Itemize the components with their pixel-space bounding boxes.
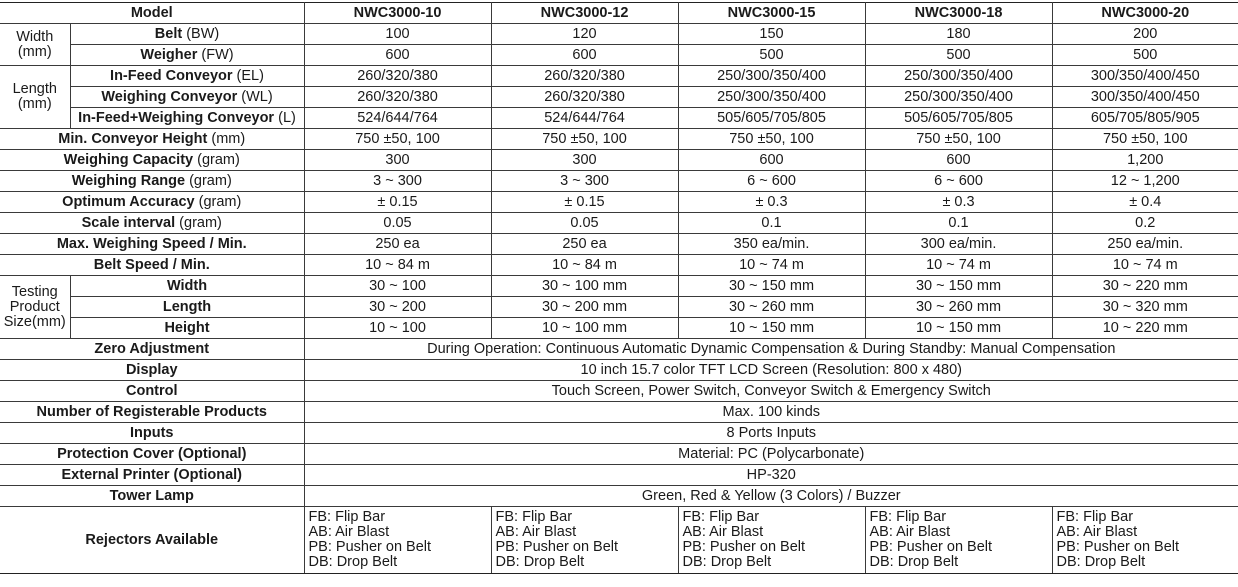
table-cell: 100 <box>304 24 491 45</box>
table-row <box>0 402 1238 423</box>
row-label-name: Control <box>125 382 178 399</box>
row-label-unit: (gram) <box>198 193 242 210</box>
width-group-label <box>0 24 70 66</box>
table-cell: 30 ~ 260 mm <box>865 297 1052 318</box>
table-cell: 30 ~ 200 <box>304 297 491 318</box>
row-label <box>70 66 304 87</box>
rejector-item: AB: Air Blast <box>1056 524 1138 540</box>
group-unit: (mm) <box>17 96 52 112</box>
model-name: NWC3000-12 <box>491 3 678 24</box>
table-cell: 750 ±50, 100 <box>678 129 865 150</box>
rejector-item: DB: Drop Belt <box>1056 554 1146 570</box>
table-cell: 10 ~ 100 <box>304 318 491 339</box>
row-label <box>70 108 304 129</box>
table-cell: 500 <box>678 45 865 66</box>
rejector-item: AB: Air Blast <box>308 524 390 540</box>
spanning-value-cell: HP-320 <box>304 465 1238 486</box>
row-label-unit: (gram) <box>189 172 232 189</box>
model-name: NWC3000-18 <box>865 3 1052 24</box>
table-cell: 250/300/350/400 <box>678 87 865 108</box>
table-cell: ± 0.3 <box>865 192 1052 213</box>
rejector-list <box>491 507 678 574</box>
table-row <box>0 192 1238 213</box>
row-label <box>70 87 304 108</box>
table-cell: 250/300/350/400 <box>678 66 865 87</box>
table-cell: 250/300/350/400 <box>865 66 1052 87</box>
table-cell: 200 <box>1052 24 1238 45</box>
row-label-name: External Printer (Optional) <box>61 466 242 483</box>
row-label <box>0 255 304 276</box>
row-label-name: Max. Weighing Speed / Min. <box>56 235 247 252</box>
table-row <box>0 234 1238 255</box>
row-label <box>0 213 304 234</box>
table-cell: 180 <box>865 24 1052 45</box>
table-cell: 524/644/764 <box>491 108 678 129</box>
row-label-unit: (FW) <box>201 46 234 63</box>
row-label-unit: (gram) <box>179 214 222 231</box>
table-row <box>0 66 1238 87</box>
table-cell: 0.05 <box>491 213 678 234</box>
group-name: Length <box>12 81 57 97</box>
row-label <box>0 381 304 402</box>
table-cell: 350 ea/min. <box>678 234 865 255</box>
table-cell: 260/320/380 <box>304 66 491 87</box>
spanning-value-cell: 10 inch 15.7 color TFT LCD Screen (Resolution: 800 x 480) <box>304 360 1238 381</box>
table-cell: 300/350/400/450 <box>1052 87 1238 108</box>
row-label <box>0 507 304 574</box>
rejector-item: FB: Flip Bar <box>682 509 760 525</box>
row-label <box>70 276 304 297</box>
table-row <box>0 45 1238 66</box>
table-cell: 260/320/380 <box>491 66 678 87</box>
row-label-name: Tower Lamp <box>109 487 194 504</box>
spanning-value-cell: Material: PC (Polycarbonate) <box>304 444 1238 465</box>
table-cell: 10 ~ 74 m <box>865 255 1052 276</box>
rejector-item: FB: Flip Bar <box>869 509 947 525</box>
rejector-item: DB: Drop Belt <box>495 554 585 570</box>
row-label <box>0 360 304 381</box>
row-label-name: Inputs <box>130 424 174 441</box>
row-label <box>0 402 304 423</box>
table-cell: 605/705/805/905 <box>1052 108 1238 129</box>
row-label <box>0 444 304 465</box>
table-row <box>0 87 1238 108</box>
table-cell: 6 ~ 600 <box>678 171 865 192</box>
table-cell: 260/320/380 <box>304 87 491 108</box>
table-cell: 505/605/705/805 <box>678 108 865 129</box>
table-row <box>0 360 1238 381</box>
rejector-item: AB: Air Blast <box>682 524 764 540</box>
table-row <box>0 381 1238 402</box>
table-row <box>0 213 1238 234</box>
table-row <box>0 339 1238 360</box>
table-cell: 30 ~ 320 mm <box>1052 297 1238 318</box>
row-label <box>0 150 304 171</box>
table-cell: 30 ~ 150 mm <box>678 276 865 297</box>
row-label-unit: (mm) <box>211 130 246 147</box>
table-cell: 120 <box>491 24 678 45</box>
rejector-list <box>1052 507 1238 574</box>
table-cell: 300 ea/min. <box>865 234 1052 255</box>
row-label-name: Width <box>166 277 208 294</box>
table-cell: 750 ±50, 100 <box>1052 129 1238 150</box>
table-cell: ± 0.4 <box>1052 192 1238 213</box>
table-cell: ± 0.15 <box>304 192 491 213</box>
row-label <box>70 24 304 45</box>
rejector-item: FB: Flip Bar <box>1056 509 1134 525</box>
table-row <box>0 276 1238 297</box>
model-name: NWC3000-20 <box>1052 3 1238 24</box>
table-cell: 10 ~ 84 m <box>491 255 678 276</box>
row-label-unit: (WL) <box>241 88 273 105</box>
row-label <box>0 423 304 444</box>
table-cell: 250 ea/min. <box>1052 234 1238 255</box>
row-label-name: Weighing Capacity <box>63 151 194 168</box>
table-cell: 3 ~ 300 <box>491 171 678 192</box>
table-cell: 12 ~ 1,200 <box>1052 171 1238 192</box>
table-cell: 0.1 <box>865 213 1052 234</box>
rejector-item: FB: Flip Bar <box>308 509 386 525</box>
table-cell: 10 ~ 74 m <box>1052 255 1238 276</box>
table-cell: 0.05 <box>304 213 491 234</box>
table-cell: 6 ~ 600 <box>865 171 1052 192</box>
table-cell: 10 ~ 150 mm <box>865 318 1052 339</box>
spanning-value-cell: Green, Red & Yellow (3 Colors) / Buzzer <box>304 486 1238 507</box>
row-label <box>0 234 304 255</box>
row-label-name: Belt <box>154 25 183 42</box>
table-cell: 505/605/705/805 <box>865 108 1052 129</box>
table-cell: 150 <box>678 24 865 45</box>
row-label-unit: (gram) <box>197 151 240 168</box>
table-row <box>0 465 1238 486</box>
rejector-item: PB: Pusher on Belt <box>1056 539 1180 555</box>
table-cell: 10 ~ 100 mm <box>491 318 678 339</box>
table-cell: 750 ±50, 100 <box>304 129 491 150</box>
table-row <box>0 423 1238 444</box>
table-cell: 600 <box>304 45 491 66</box>
model-header: Model <box>0 3 304 24</box>
row-label-name: In-Feed Conveyor <box>110 67 233 84</box>
group-name-line: Size <box>3 313 32 330</box>
rejector-list <box>865 507 1052 574</box>
length-group-label <box>0 66 70 129</box>
rejector-item: PB: Pusher on Belt <box>308 539 432 555</box>
row-label-unit: (L) <box>278 109 296 126</box>
rejector-item: DB: Drop Belt <box>682 554 772 570</box>
table-cell: ± 0.15 <box>491 192 678 213</box>
row-label-name: Weighing Range <box>71 172 186 189</box>
table-cell: 600 <box>865 150 1052 171</box>
model-name: NWC3000-15 <box>678 3 865 24</box>
header-row <box>0 3 1238 24</box>
spanning-value-cell: During Operation: Continuous Automatic Dynamic Compensation & During Standby: Manual Compensation <box>304 339 1238 360</box>
row-label <box>0 129 304 150</box>
table-cell: 250 ea <box>304 234 491 255</box>
table-cell: 30 ~ 100 <box>304 276 491 297</box>
table-cell: 300 <box>491 150 678 171</box>
table-cell: 250 ea <box>491 234 678 255</box>
spanning-value-cell: Max. 100 kinds <box>304 402 1238 423</box>
row-label <box>70 45 304 66</box>
rejector-item: DB: Drop Belt <box>308 554 398 570</box>
testing-group-label <box>0 276 70 339</box>
table-cell: 10 ~ 74 m <box>678 255 865 276</box>
row-label-name: Optimum Accuracy <box>62 193 195 210</box>
group-name: Width <box>16 28 54 45</box>
table-cell: 10 ~ 150 mm <box>678 318 865 339</box>
row-label-name: Belt Speed / Min. <box>93 256 210 273</box>
table-cell: 30 ~ 150 mm <box>865 276 1052 297</box>
table-row <box>0 108 1238 129</box>
row-label <box>0 486 304 507</box>
table-cell: 600 <box>678 150 865 171</box>
rejector-item: PB: Pusher on Belt <box>869 539 993 555</box>
table-cell: 300 <box>304 150 491 171</box>
table-row <box>0 255 1238 276</box>
table-row <box>0 297 1238 318</box>
row-label-name: In-Feed+Weighing Conveyor <box>78 109 275 126</box>
row-label-name: Number of Registerable Products <box>36 403 267 420</box>
table-row <box>0 318 1238 339</box>
table-cell: 500 <box>865 45 1052 66</box>
rejector-item: AB: Air Blast <box>495 524 577 540</box>
row-label-name: Display <box>125 361 178 378</box>
row-label-unit: (BW) <box>186 25 220 42</box>
row-label-name: Zero Adjustment <box>94 340 210 357</box>
row-label-name: Height <box>164 319 210 336</box>
row-label-name: Weighing Conveyor <box>101 88 238 105</box>
row-label <box>70 318 304 339</box>
table-cell: 30 ~ 100 mm <box>491 276 678 297</box>
table-row <box>0 24 1238 45</box>
table-cell: 300/350/400/450 <box>1052 66 1238 87</box>
table-cell: 750 ±50, 100 <box>491 129 678 150</box>
spanning-value-cell: Touch Screen, Power Switch, Conveyor Switch & Emergency Switch <box>304 381 1238 402</box>
table-row <box>0 150 1238 171</box>
rejector-item: PB: Pusher on Belt <box>682 539 806 555</box>
table-cell: 600 <box>491 45 678 66</box>
table-cell: 524/644/764 <box>304 108 491 129</box>
table-cell: 0.1 <box>678 213 865 234</box>
row-label-name: Min. Conveyor Height <box>58 130 208 147</box>
table-cell: 10 ~ 84 m <box>304 255 491 276</box>
table-row <box>0 486 1238 507</box>
rejector-item: AB: Air Blast <box>869 524 951 540</box>
table-cell: 30 ~ 200 mm <box>491 297 678 318</box>
row-label <box>0 339 304 360</box>
spec-table-body <box>0 3 1238 574</box>
table-cell: 750 ±50, 100 <box>865 129 1052 150</box>
row-label-name: Weigher <box>140 46 198 63</box>
row-label <box>0 171 304 192</box>
row-label-name: Scale interval <box>81 214 176 231</box>
row-label <box>0 192 304 213</box>
rejectors-row <box>0 507 1238 574</box>
table-cell: 1,200 <box>1052 150 1238 171</box>
table-cell: ± 0.3 <box>678 192 865 213</box>
table-cell: 250/300/350/400 <box>865 87 1052 108</box>
model-name: NWC3000-10 <box>304 3 491 24</box>
spec-table <box>0 2 1238 574</box>
rejector-item: DB: Drop Belt <box>869 554 959 570</box>
row-label-name: Protection Cover (Optional) <box>57 445 247 462</box>
table-cell: 30 ~ 260 mm <box>678 297 865 318</box>
table-row <box>0 171 1238 192</box>
rejector-item: PB: Pusher on Belt <box>495 539 619 555</box>
row-label-name: Rejectors Available <box>85 531 219 548</box>
row-label-unit: (EL) <box>236 67 264 84</box>
table-cell: 500 <box>1052 45 1238 66</box>
table-cell: 3 ~ 300 <box>304 171 491 192</box>
group-unit: (mm) <box>31 313 66 330</box>
table-cell: 260/320/380 <box>491 87 678 108</box>
group-name-line: Testing <box>11 283 58 300</box>
table-row <box>0 129 1238 150</box>
rejector-item: FB: Flip Bar <box>495 509 573 525</box>
spanning-value-cell: 8 Ports Inputs <box>304 423 1238 444</box>
table-row <box>0 444 1238 465</box>
table-cell: 30 ~ 220 mm <box>1052 276 1238 297</box>
rejector-list <box>304 507 491 574</box>
table-cell: 10 ~ 220 mm <box>1052 318 1238 339</box>
row-label <box>70 297 304 318</box>
group-name-line: Product <box>9 298 60 315</box>
row-label <box>0 465 304 486</box>
group-unit: (mm) <box>17 43 52 60</box>
rejector-list <box>678 507 865 574</box>
table-cell: 0.2 <box>1052 213 1238 234</box>
row-label-name: Length <box>162 298 212 315</box>
